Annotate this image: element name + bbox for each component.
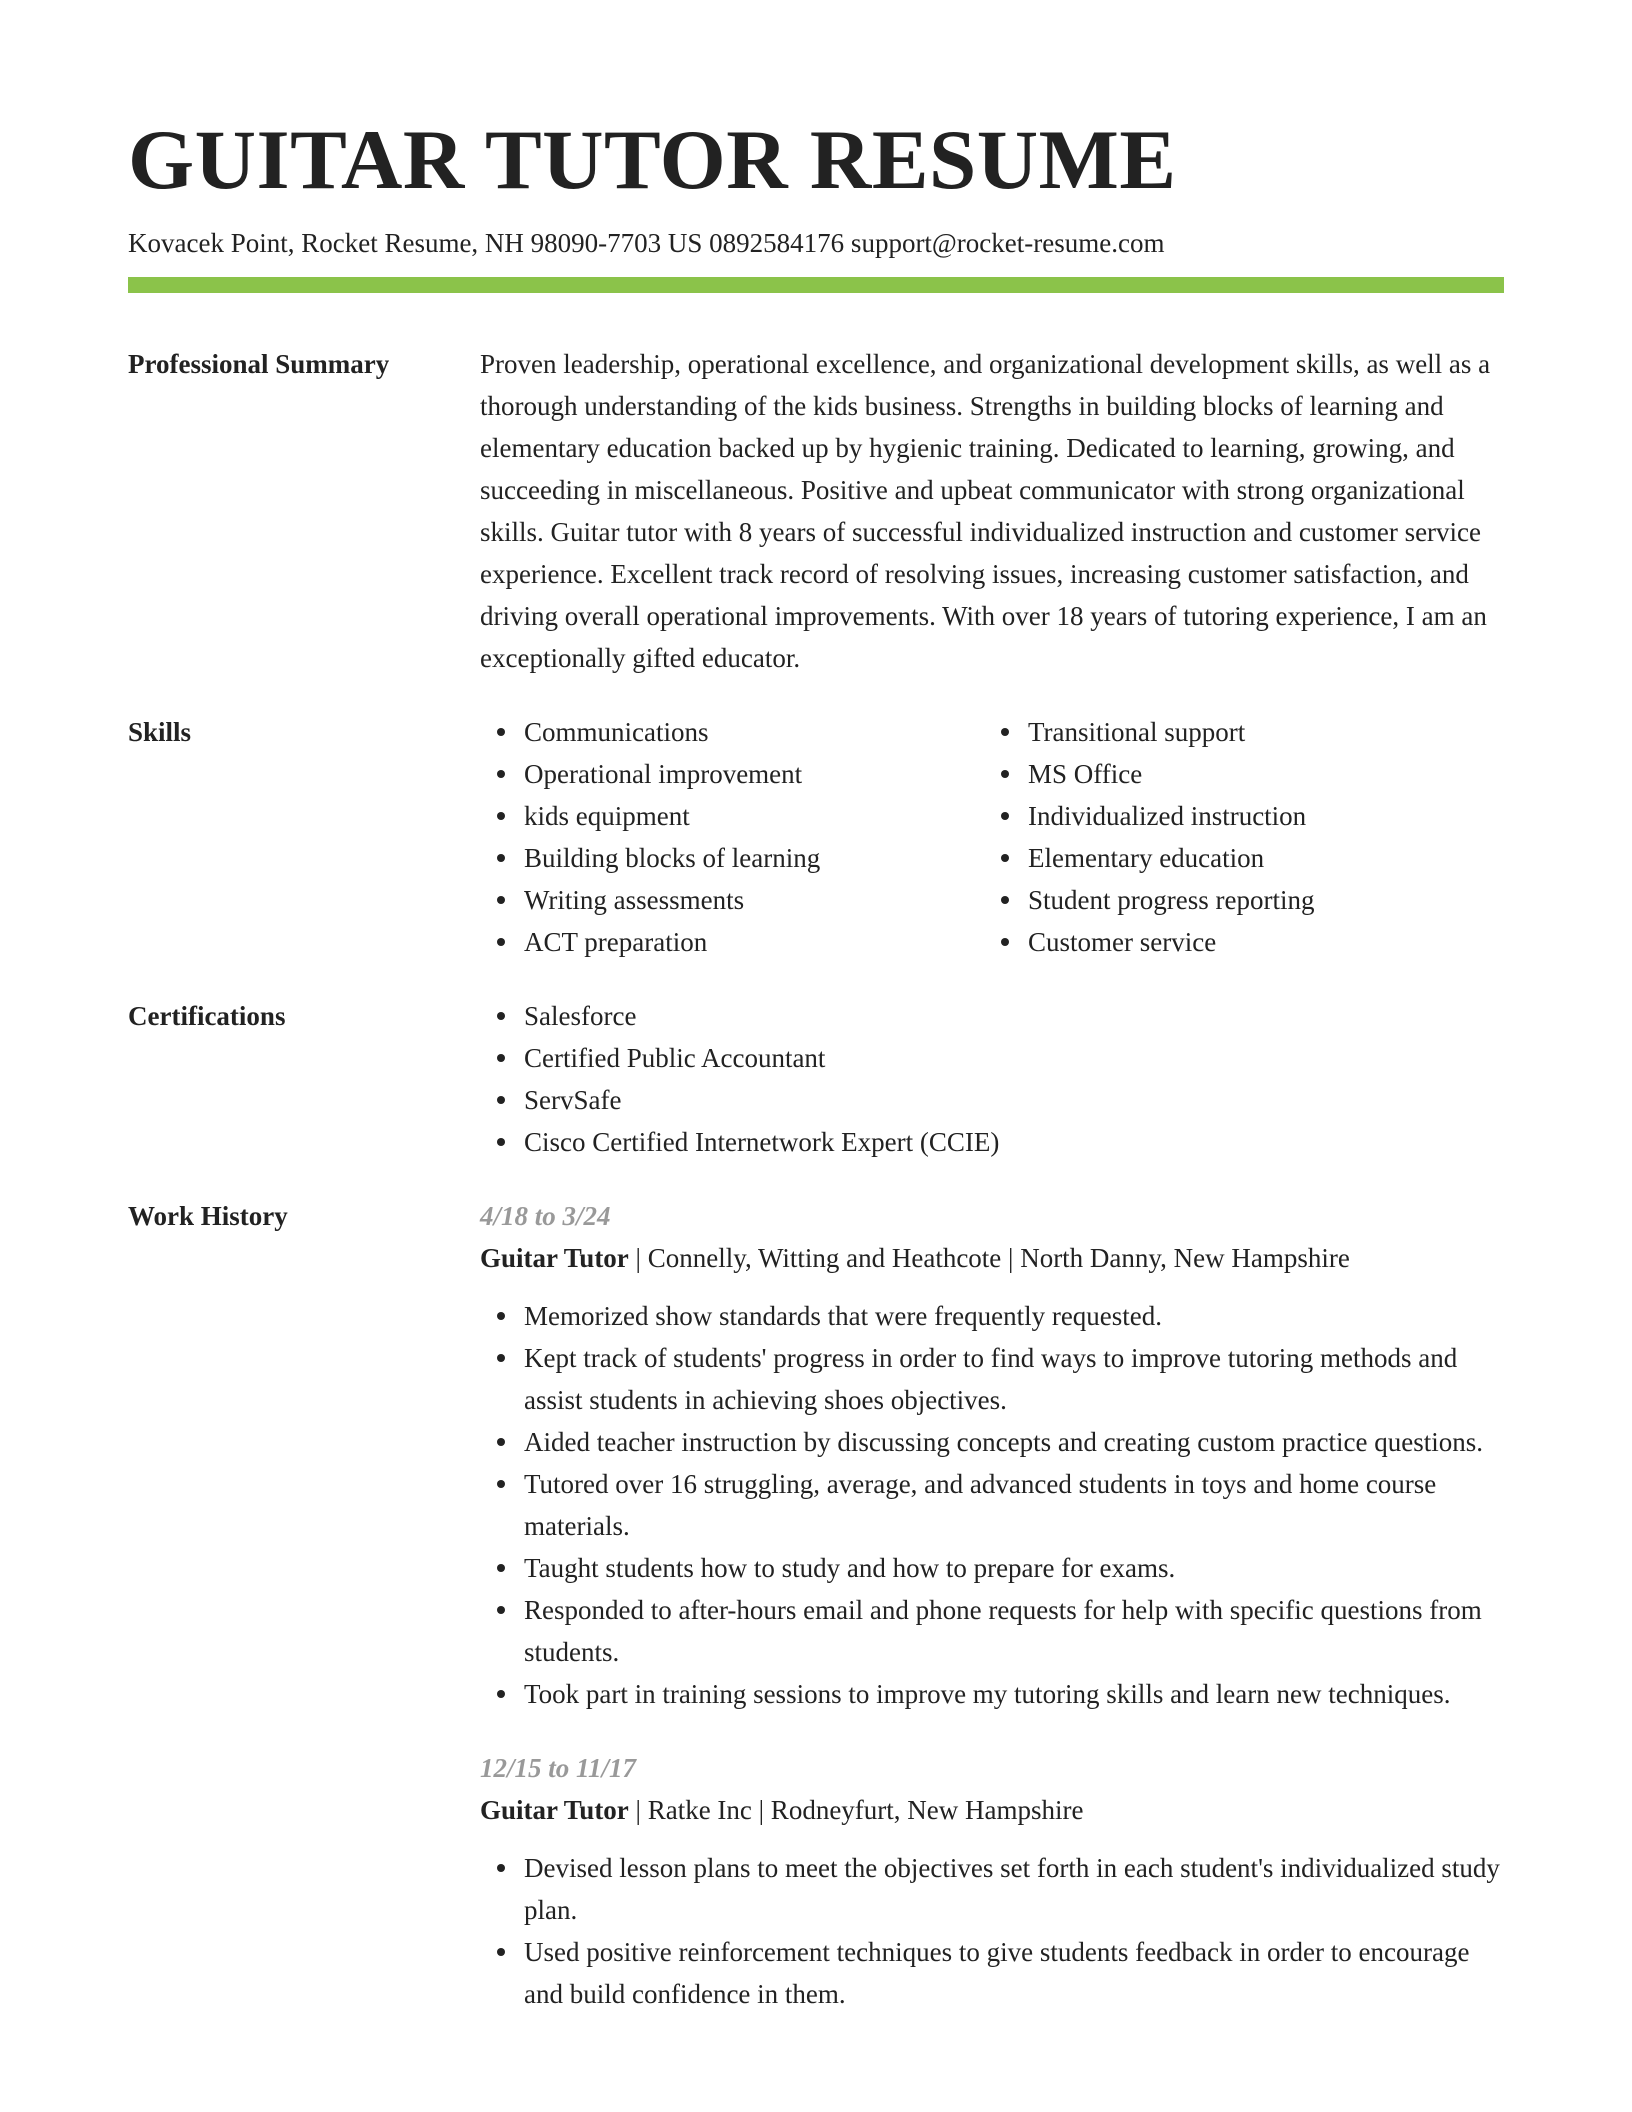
accent-divider bbox=[128, 277, 1504, 293]
job-duty-item: Took part in training sessions to improve my tutoring skills and learn new techniques. bbox=[480, 1673, 1504, 1715]
work-history-body bbox=[480, 1195, 1504, 2015]
skills-list-left bbox=[480, 711, 984, 963]
job-duty-item: Aided teacher instruction by discussing concepts and creating custom practice questions. bbox=[480, 1421, 1504, 1463]
certifications-body bbox=[480, 995, 1504, 1163]
certifications-section bbox=[128, 995, 1504, 1163]
skills-section bbox=[128, 711, 1504, 963]
job-duty-item: Used positive reinforcement techniques to give students feedback in order to encourage and build confidence in them. bbox=[480, 1931, 1504, 2015]
job-duty-item: Taught students how to study and how to prepare for exams. bbox=[480, 1547, 1504, 1589]
skills-body bbox=[480, 711, 1504, 963]
skill-item: Communications bbox=[480, 711, 984, 753]
skill-item: Elementary education bbox=[984, 837, 1488, 879]
skill-item: Writing assessments bbox=[480, 879, 984, 921]
job-heading bbox=[480, 1237, 1504, 1279]
certifications-list bbox=[480, 995, 1504, 1163]
job-duty-item: Tutored over 16 struggling, average, and advanced students in toys and home course materials. bbox=[480, 1463, 1504, 1547]
skill-item: MS Office bbox=[984, 753, 1488, 795]
job-dates: 12/15 to 11/17 bbox=[480, 1753, 637, 1784]
certification-item: Cisco Certified Internetwork Expert (CCIE) bbox=[480, 1121, 1504, 1163]
skill-item: Individualized instruction bbox=[984, 795, 1488, 837]
job-duties-list bbox=[480, 1295, 1504, 1715]
job-employer-location: | Ratke Inc | Rodneyfurt, New Hampshire bbox=[628, 1795, 1084, 1826]
resume-title: GUITAR TUTOR RESUME bbox=[128, 113, 1177, 207]
skill-item: Operational improvement bbox=[480, 753, 984, 795]
skills-columns bbox=[480, 711, 1504, 963]
summary-section bbox=[128, 343, 1504, 679]
job-duty-item: Responded to after-hours email and phone requests for help with specific questions from students. bbox=[480, 1589, 1504, 1673]
work-history-section bbox=[128, 1195, 1504, 2015]
skill-item: Customer service bbox=[984, 921, 1488, 963]
summary-text: Proven leadership, operational excellence, and organizational development skills, as well as a thorough understanding of the kids business. Strengths in building blocks of learning and elementary education backed up by hygienic training. Dedicated to learning, growing, and succeeding in miscellaneous. Positive and upbeat communicator with strong organizational skills. Guitar tutor with 8 years of successful individualized instruction and customer service experience. Excellent track record of resolving issues, increasing customer satisfaction, and driving overall operational improvements. With over 18 years of tutoring experience, I am an exceptionally gifted educator. bbox=[480, 349, 1491, 674]
skills-list-right bbox=[984, 711, 1488, 963]
job-entry bbox=[480, 1195, 1504, 1715]
skill-item: Building blocks of learning bbox=[480, 837, 984, 879]
resume-page bbox=[128, 113, 1504, 2015]
job-title: Guitar Tutor bbox=[480, 1795, 629, 1826]
job-duties-list bbox=[480, 1847, 1504, 2015]
job-dates: 4/18 to 3/24 bbox=[480, 1201, 611, 1232]
work-history-heading: Work History bbox=[128, 1201, 288, 1232]
skill-item: Student progress reporting bbox=[984, 879, 1488, 921]
skill-item: kids equipment bbox=[480, 795, 984, 837]
job-duty-item: Memorized show standards that were frequently requested. bbox=[480, 1295, 1504, 1337]
job-title: Guitar Tutor bbox=[480, 1243, 629, 1274]
certifications-heading: Certifications bbox=[128, 1001, 286, 1032]
skills-heading: Skills bbox=[128, 717, 192, 748]
job-employer-location: | Connelly, Witting and Heathcote | North Danny, New Hampshire bbox=[628, 1243, 1350, 1274]
job-duty-item: Kept track of students' progress in order to find ways to improve tutoring methods and assist students in achieving shoes objectives. bbox=[480, 1337, 1504, 1421]
skill-item: ACT preparation bbox=[480, 921, 984, 963]
job-duty-item: Devised lesson plans to meet the objectives set forth in each student's individualized study plan. bbox=[480, 1847, 1504, 1931]
summary-heading: Professional Summary bbox=[128, 349, 390, 380]
certification-item: Certified Public Accountant bbox=[480, 1037, 1504, 1079]
certification-item: ServSafe bbox=[480, 1079, 1504, 1121]
skill-item: Transitional support bbox=[984, 711, 1488, 753]
job-entry bbox=[480, 1747, 1504, 2015]
job-heading bbox=[480, 1789, 1504, 1831]
certification-item: Salesforce bbox=[480, 995, 1504, 1037]
contact-line: Kovacek Point, Rocket Resume, NH 98090-7703 US 0892584176 support@rocket-resume.com bbox=[128, 228, 1165, 258]
